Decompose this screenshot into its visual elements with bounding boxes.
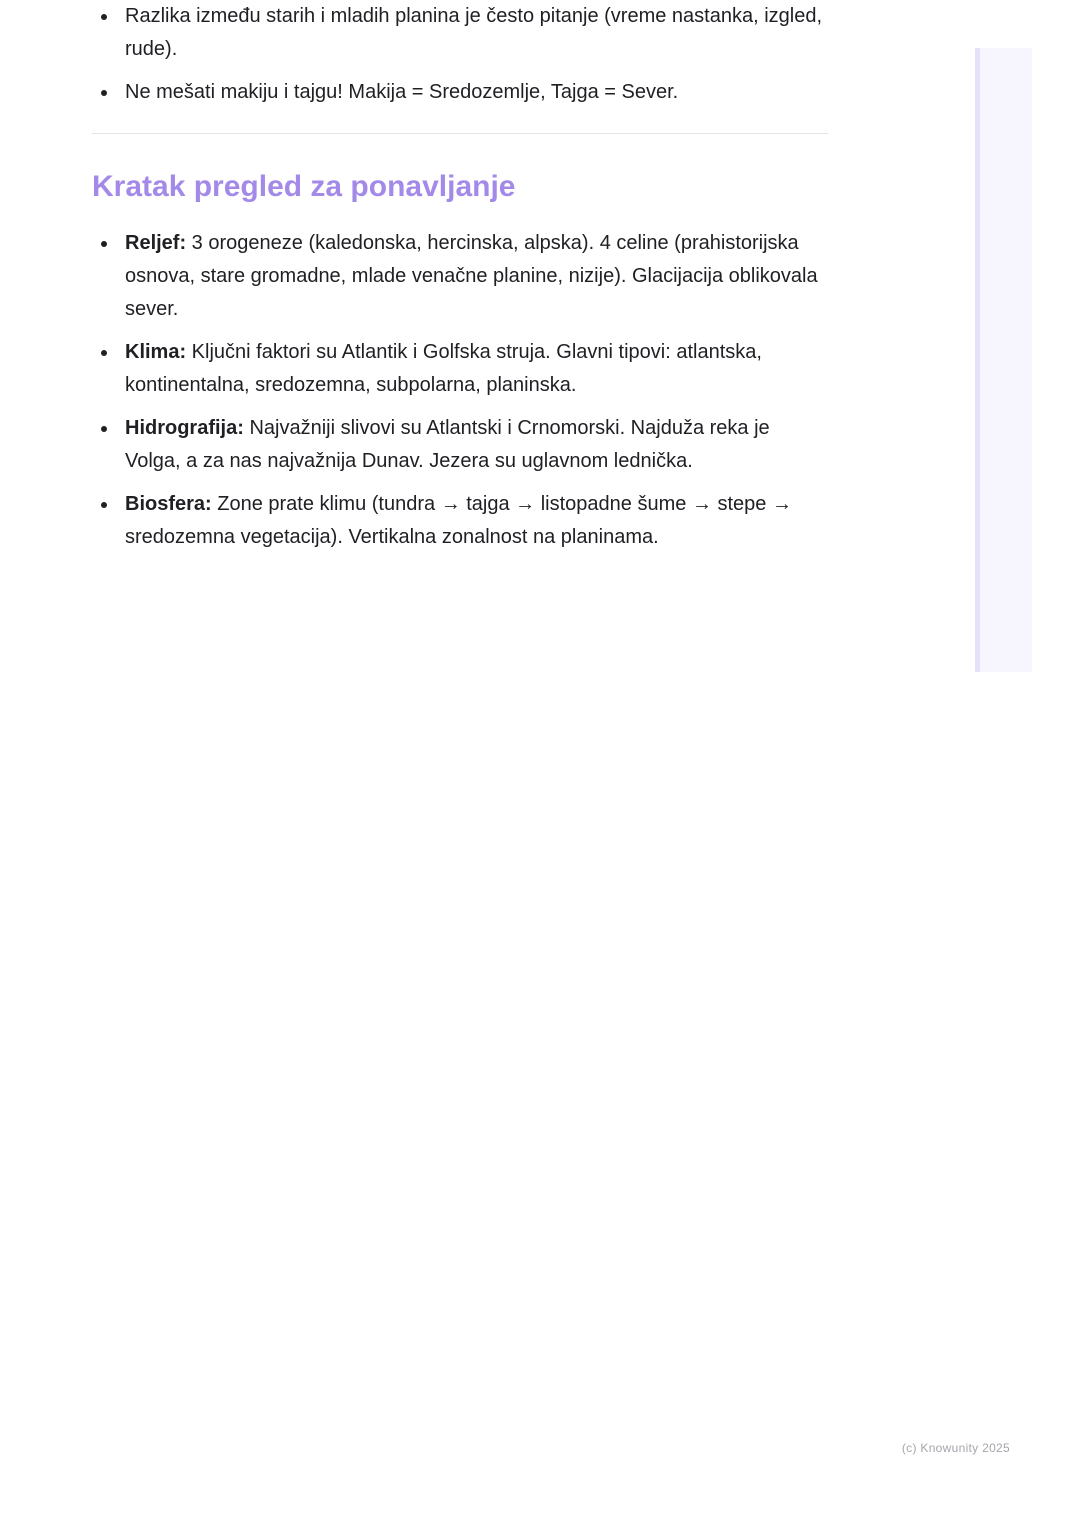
summary-text: Najvažniji slivovi su Atlantski i Crnomorski. Najduža reka je Volga, a za nas najvažnija Dunav. Jezera su uglavnom lednička. bbox=[125, 417, 770, 472]
summary-term: Hidrografija: bbox=[125, 417, 244, 439]
summary-text: Ključni faktori su Atlantik i Golfska struja. Glavni tipovi: atlantska, kontinentalna, sredozemna, subpolarna, planinska. bbox=[125, 341, 762, 396]
list-item bbox=[92, 227, 828, 326]
tip-text: Razlika između starih i mladih planina je često pitanje (vreme nastanka, izgled, rude). bbox=[125, 5, 823, 60]
list-item bbox=[92, 76, 828, 109]
list-item bbox=[92, 336, 828, 402]
document-content bbox=[92, 0, 828, 564]
tip-text: Ne mešati makiju i tajgu! Makija = Sredozemlje, Tajga = Sever. bbox=[125, 81, 679, 103]
summary-list bbox=[92, 227, 828, 554]
list-item bbox=[92, 412, 828, 478]
tips-list bbox=[92, 0, 828, 109]
copyright-footer: (c) Knowunity 2025 bbox=[901, 1441, 1010, 1455]
summary-text: 3 orogeneze (kaledonska, hercinska, alpska). 4 celine (prahistorijska osnova, stare gromadne, mlade venačne planine, nizije). Glacijacija oblikovala sever. bbox=[125, 232, 818, 320]
section-divider bbox=[92, 133, 828, 134]
summary-term: Biosfera: bbox=[125, 493, 212, 515]
side-panel bbox=[975, 48, 1032, 672]
summary-term: Klima: bbox=[125, 341, 187, 363]
section-title: Kratak pregled za ponavljanje bbox=[92, 170, 516, 203]
summary-text: Zone prate klimu (tundra → tajga → listopadne šume → stepe → sredozemna vegetacija). Vertikalna zonalnost na planinama. bbox=[125, 493, 792, 548]
list-item bbox=[92, 488, 828, 554]
summary-term: Reljef: bbox=[125, 232, 187, 254]
list-item bbox=[92, 0, 828, 66]
